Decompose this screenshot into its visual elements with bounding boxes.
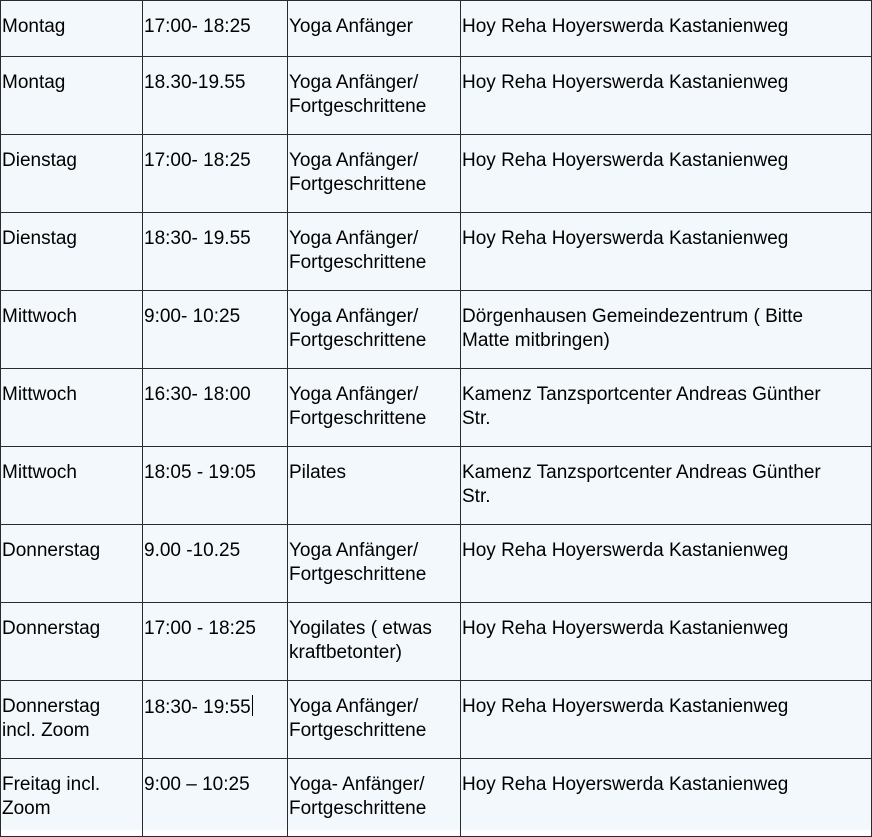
course-cell[interactable]: Yoga Anfänger/ Fortgeschrittene [288,681,461,759]
location-cell[interactable]: Hoy Reha Hoyerswerda Kastanienweg [461,213,872,291]
time-cell[interactable]: 16:30- 18:00 [143,369,288,447]
location-cell[interactable]: Hoy Reha Hoyerswerda Kastanienweg [461,759,872,837]
day-cell[interactable]: Montag [1,57,143,135]
course-cell[interactable]: Yogilates ( etwas kraftbetonter) [288,603,461,681]
table-row [1,213,872,291]
table-row [1,447,872,525]
course-cell[interactable]: Yoga Anfänger/ Fortgeschrittene [288,291,461,369]
location-cell[interactable]: Hoy Reha Hoyerswerda Kastanienweg [461,681,872,759]
time-text: 18:30- 19:55 [144,697,251,718]
day-cell[interactable]: Mittwoch [1,369,143,447]
table-row [1,291,872,369]
course-cell[interactable]: Yoga Anfänger/ Fortgeschrittene [288,135,461,213]
course-cell[interactable]: Yoga Anfänger/ Fortgeschrittene [288,57,461,135]
day-cell[interactable]: Mittwoch [1,447,143,525]
day-cell[interactable]: Donnerstag incl. Zoom [1,681,143,759]
table-row [1,57,872,135]
location-cell[interactable]: Hoy Reha Hoyerswerda Kastanienweg [461,603,872,681]
time-cell[interactable]: 18.30-19.55 [143,57,288,135]
location-cell[interactable]: Hoy Reha Hoyerswerda Kastanienweg [461,135,872,213]
time-cell[interactable] [143,681,288,759]
day-cell[interactable]: Dienstag [1,213,143,291]
course-cell[interactable]: Yoga Anfänger [288,1,461,57]
course-cell[interactable]: Yoga Anfänger/ Fortgeschrittene [288,525,461,603]
course-cell[interactable]: Yoga Anfänger/ Fortgeschrittene [288,369,461,447]
time-cell[interactable]: 17:00- 18:25 [143,1,288,57]
table-row [1,681,872,759]
course-cell[interactable]: Yoga- Anfänger/ Fortgeschrittene [288,759,461,837]
time-cell[interactable]: 9:00- 10:25 [143,291,288,369]
time-cell[interactable]: 9.00 -10.25 [143,525,288,603]
day-cell[interactable]: Freitag incl. Zoom [1,759,143,837]
day-cell[interactable]: Donnerstag [1,525,143,603]
table-row [1,369,872,447]
time-cell[interactable]: 9:00 – 10:25 [143,759,288,837]
day-cell[interactable]: Dienstag [1,135,143,213]
table-row [1,603,872,681]
time-cell[interactable]: 18:30- 19.55 [143,213,288,291]
location-cell[interactable]: Kamenz Tanzsportcenter Andreas Günther Str. [461,447,872,525]
day-cell[interactable]: Donnerstag [1,603,143,681]
time-cell[interactable]: 18:05 - 19:05 [143,447,288,525]
time-cell[interactable]: 17:00 - 18:25 [143,603,288,681]
table-row [1,135,872,213]
course-cell[interactable]: Pilates [288,447,461,525]
course-cell[interactable]: Yoga Anfänger/ Fortgeschrittene [288,213,461,291]
day-cell[interactable]: Montag [1,1,143,57]
location-cell[interactable]: Hoy Reha Hoyerswerda Kastanienweg [461,57,872,135]
location-cell[interactable]: Hoy Reha Hoyerswerda Kastanienweg [461,1,872,57]
day-cell[interactable]: Mittwoch [1,291,143,369]
table-row [1,1,872,57]
time-cell[interactable]: 17:00- 18:25 [143,135,288,213]
location-cell[interactable]: Hoy Reha Hoyerswerda Kastanienweg [461,525,872,603]
text-cursor [252,695,253,716]
location-cell[interactable]: Dörgenhausen Gemeindezentrum ( Bitte Matte mitbringen) [461,291,872,369]
location-cell[interactable]: Kamenz Tanzsportcenter Andreas Günther Str. [461,369,872,447]
table-row [1,759,872,837]
table-row [1,525,872,603]
